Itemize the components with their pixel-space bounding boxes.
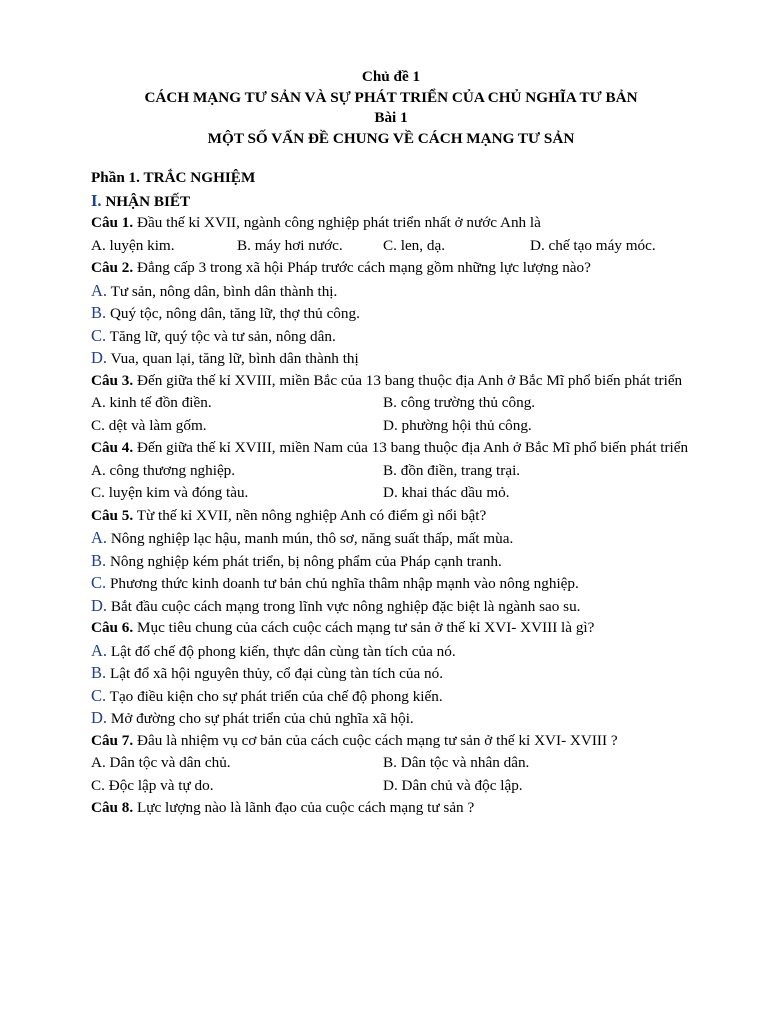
question-1 [91,212,691,235]
option-letter: C. [91,685,107,705]
option-letter: B. [91,663,107,682]
question-label: Câu 6. [91,619,134,636]
option-a: A. kinh tế đồn điền. [91,394,212,411]
option-b: B. Dân tộc và nhân dân. [383,754,530,771]
option-d: D. chế tạo máy móc. [530,236,656,254]
option-d: D. Dân chủ và độc lập. [383,776,523,794]
question-label: Câu 5. [91,506,134,524]
part-heading: Phần 1. TRẮC NGHIỆM [91,169,256,186]
document-page [91,67,691,820]
option-b: B. đồn điền, trang trại. [383,461,521,479]
option-text: Mở đường cho sự phát triển của chủ nghĩa xã hội. [107,710,414,727]
question-text: Đẳng cấp 3 trong xã hội Pháp trước cách mạng gồm những lực lượng nào? [133,259,591,276]
option-a [91,280,691,303]
option-b [91,550,691,573]
option-d: D. phường hội thủ công. [383,416,532,434]
option-letter: C. [91,325,107,345]
option-letter: A. [91,528,108,547]
level-roman: I. [91,190,102,210]
question-6 [91,617,691,640]
question-8 [91,797,691,820]
question-label: Câu 7. [91,731,134,749]
lesson-label: Bài 1 [374,109,408,126]
option-text: Vua, quan lại, tăng lữ, bình dân thành thị [107,350,359,367]
option-text: Tư sản, nông dân, bình dân thành thị. [107,282,338,300]
option-text: Lật đổ chế độ phong kiến, thực dân cùng tàn tích của nó. [107,642,456,660]
question-label: Câu 8. [91,799,134,816]
question-label: Câu 4. [91,439,134,456]
question-text: Đến giữa thế kỉ XVIII, miền Bắc của 13 bang thuộc địa Anh ở Bắc Mĩ phổ biến phát triển [133,371,683,389]
question-4 [91,437,691,460]
option-b: B. công trường thủ công. [383,394,536,411]
option-text: Tạo điều kiện cho sự phát triển của chế độ phong kiến. [106,687,443,705]
question-1-options [91,235,691,258]
question-3 [91,370,691,393]
topic-title: CÁCH MẠNG TƯ SẢN VÀ SỰ PHÁT TRIỂN CỦA CHỦ NGHĨA TƯ BẢN [144,88,638,106]
option-letter: D. [91,595,108,615]
question-4-options-row2 [91,482,691,505]
topic-label: Chủ đề 1 [361,68,421,85]
option-letter: A. [91,640,108,660]
question-4-options-row1 [91,460,691,483]
option-text: Quý tộc, nông dân, tăng lữ, thợ thủ công. [106,305,360,322]
question-3-options-row2 [91,415,691,438]
question-text: Lực lượng nào là lãnh đạo của cuộc cách mạng tư sản ? [133,799,475,816]
question-label: Câu 2. [91,259,134,276]
option-a: A. Dân tộc và dân chủ. [91,754,231,771]
option-c [91,685,691,708]
option-letter: C. [91,573,107,592]
lesson-title: MỘT SỐ VẤN ĐỀ CHUNG VỀ CÁCH MẠNG TƯ SẢN [207,129,575,147]
option-c: C. len, dạ. [383,236,446,254]
option-b [91,302,691,325]
option-text: Phương thức kinh doanh tư bản chủ nghĩa thâm nhập mạnh vào nông nghiệp. [106,575,579,592]
option-text: Tăng lữ, quý tộc và tư sản, nông dân. [106,327,336,345]
option-d [91,347,691,370]
option-b [91,662,691,685]
question-7-options-row1 [91,752,691,775]
question-text: Đâu là nhiệm vụ cơ bản của cách cuộc cách mạng tư sản ở thế kỉ XVI- XVIII ? [133,731,618,749]
level-name: NHẬN BIẾT [105,192,191,210]
option-d [91,595,691,618]
question-text: Đầu thế kỉ XVII, ngành công nghiệp phát triển nhất ở nước Anh là [133,214,541,231]
option-text: Bắt đầu cuộc cách mạng trong lĩnh vực nông nghiệp đặc biệt là ngành sao su. [107,597,581,615]
option-text: Nông nghiệp lạc hậu, manh mún, thô sơ, năng suất thấp, mất mùa. [107,530,514,547]
option-text: Nông nghiệp kém phát triển, bị nông phẩm của Pháp cạnh tranh. [106,552,502,570]
option-c: C. dệt và làm gốm. [91,416,207,434]
option-letter: D. [91,348,108,367]
question-label: Câu 3. [91,371,134,389]
document-header [91,67,691,149]
option-b: B. máy hơi nước. [237,236,343,254]
option-a: A. luyện kim. [91,236,175,254]
question-3-options-row1 [91,392,691,415]
option-text: Lật đổ xã hội nguyên thủy, cổ đại cùng tàn tích của nó. [106,665,443,682]
option-d [91,707,691,730]
option-c: C. luyện kim và đóng tàu. [91,484,249,501]
option-letter: A. [91,280,108,300]
question-2 [91,257,691,280]
option-d: D. khai thác dầu mỏ. [383,484,510,501]
question-5 [91,505,691,528]
question-label: Câu 1. [91,214,134,231]
option-letter: B. [91,303,107,322]
option-a [91,640,691,663]
option-a: A. công thương nghiệp. [91,461,236,479]
question-7 [91,730,691,753]
option-c: C. Độc lập và tự do. [91,776,214,794]
question-7-options-row2 [91,775,691,798]
question-text: Mục tiêu chung của cách cuộc cách mạng tư sản ở thế kỉ XVI- XVIII là gì? [133,619,595,636]
option-c [91,572,691,595]
option-c [91,325,691,348]
option-letter: D. [91,708,108,727]
option-letter: B. [91,550,107,570]
question-text: Đến giữa thế kỉ XVIII, miền Nam của 13 bang thuộc địa Anh ở Bắc Mĩ phổ biến phát triển [133,439,689,456]
level-heading [91,190,691,213]
option-a [91,527,691,550]
question-text: Từ thế kỉ XVII, nền nông nghiệp Anh có điểm gì nổi bật? [133,506,487,524]
